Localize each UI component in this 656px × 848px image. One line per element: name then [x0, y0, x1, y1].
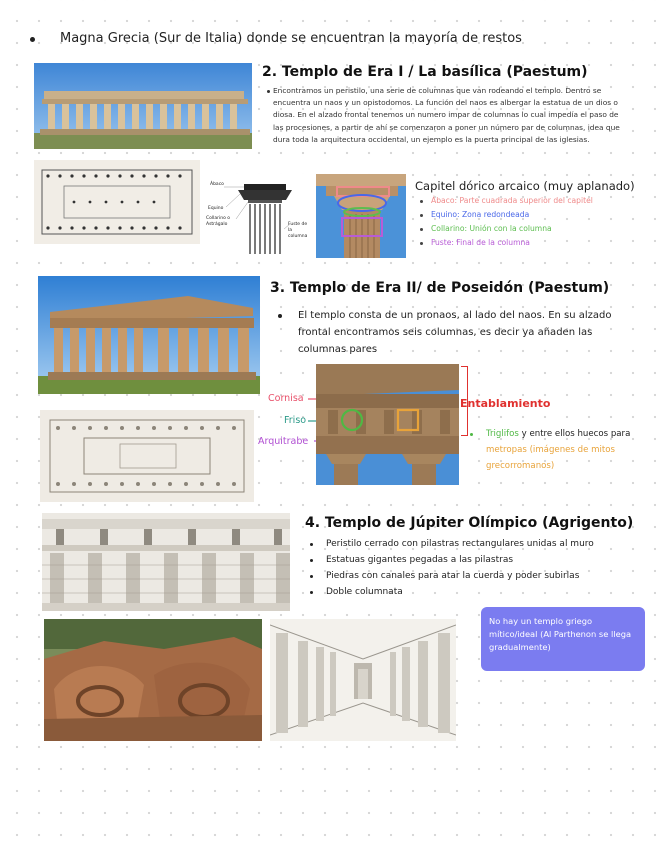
basilica-photo: [34, 63, 252, 149]
bullet-dot: [420, 200, 423, 203]
list-item: Peristilo cerrado con pilastras rectangulares unidas al muro: [308, 536, 594, 552]
section2-title: 2. Templo de Era I / La basílica (Paestum): [262, 64, 588, 80]
note-text: No hay un templo griego mítico/ideal (Al Parthenon se llega gradualmente): [489, 616, 632, 652]
jupiter-elevation: [42, 513, 290, 611]
section4-list: [308, 536, 594, 600]
section2-paragraph-text: Encontramos un peristilo, una serie de columnas que van rodeando el templo. Dentro se encuentra un naos y un opistodomos. La función del naos es albergar la estatua de un dios o diosa. En el alzado frontal tenemos un numero impar de columnas lo cual impedía el paso de las procesiones, a partir de ahí se comenzaron a poner un número par de columnas, idea que dura toda la arquitectura occidental, un ejemplo es la puerta principal de las iglesias.: [273, 86, 620, 144]
capital-diagram: [204, 174, 312, 256]
list-item: Piedras con canales para atar la cuerda y poder subirlas: [308, 568, 594, 584]
label-collarino: Collarino o Astrágalo: [206, 216, 231, 227]
intro-text: Magna Grecia (Sur de Italia) donde se encuentran la mayoría de restos: [60, 31, 522, 46]
list-item: Estatuas gigantes pegadas a las pilastras: [308, 552, 594, 568]
section3-title: 3. Templo de Era II/ de Poseidón (Paestum): [270, 280, 610, 296]
bullet-dot: [420, 228, 423, 231]
section4-title: 4. Templo de Júpiter Olímpico (Agrigento): [305, 515, 634, 531]
label-entablamento: Entablamiento: [460, 397, 551, 410]
metropas-text: (imágenes de mitos grecorromanos): [486, 445, 615, 471]
capitel-item-text: Equino: Zona redondeada: [431, 210, 530, 219]
section2-paragraph: [273, 85, 625, 146]
capital-photo: [316, 174, 406, 258]
triglifos-text: y entre ellos huecos para: [518, 429, 631, 439]
list-item: Doble columnata: [308, 584, 594, 600]
capitel-item-equino: [420, 210, 593, 224]
capitel-item-abaco: [420, 196, 593, 210]
label-abaco: Ábaco: [210, 182, 224, 187]
double-colonnade-drawing: [270, 619, 456, 741]
capitel-item-text: Fuste: Final de la columna: [431, 238, 530, 247]
label-arquitrabe: Arquitrabe: [258, 436, 309, 447]
triglifos-note: [470, 426, 638, 474]
triglifos-label: Triglifos: [486, 429, 519, 439]
bullet-dot: [278, 314, 282, 318]
bullet-dot: [420, 214, 423, 217]
bullet-dot: [470, 433, 473, 436]
capitel-item-text: Ábaco: Parte cuadrada superior del capitel: [431, 196, 593, 205]
label-friso: Friso: [284, 415, 307, 426]
capitel-title: Capitel dórico arcaico (muy aplanado): [415, 179, 635, 193]
capitel-item-text: Collarino: Unión con la columna: [431, 224, 552, 233]
label-fuste: Fuste de la columna: [288, 222, 308, 239]
capitel-item-fuste: [420, 238, 593, 252]
poseidon-floor-plan: [40, 410, 254, 502]
label-cornisa: Cornisa: [268, 393, 304, 404]
poseidon-photo: [38, 276, 260, 394]
bullet-dot: [30, 37, 35, 42]
section3-paragraph: [278, 307, 630, 358]
section3-paragraph-text: El templo consta de un pronaos, al lado del naos. En su alzado frontal encontramos seis columnas, es decir ya añaden las columnas pares: [298, 310, 612, 355]
entablature-photo: [316, 364, 459, 485]
basilica-floor-plan: [34, 160, 200, 244]
ruins-photo: [44, 619, 262, 741]
capitel-list: [420, 196, 593, 252]
bullet-dot: [267, 90, 270, 93]
capitel-item-collarino: [420, 224, 593, 238]
note-box: [481, 607, 645, 671]
metropas-label: metropas: [486, 445, 527, 455]
label-equino: Equino: [208, 206, 224, 211]
bullet-dot: [420, 242, 423, 245]
